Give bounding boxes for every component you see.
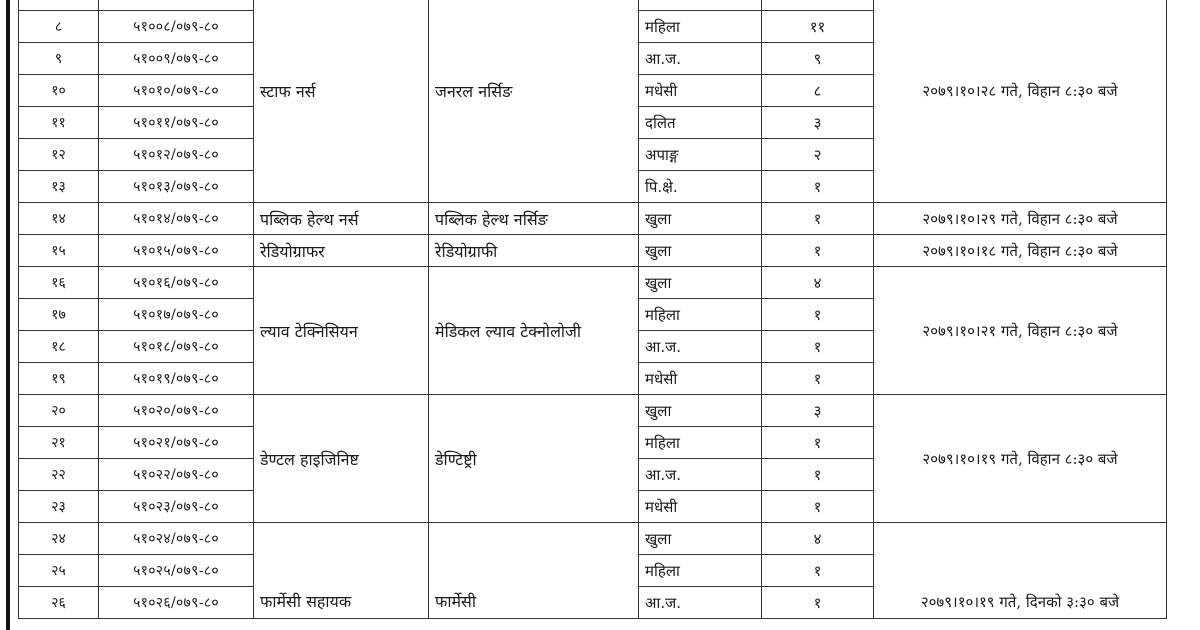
table-row: [19, 0, 1167, 11]
group-cell: महिला: [639, 11, 762, 43]
quantity-cell: १: [762, 491, 874, 523]
serial-number-cell: १०: [19, 75, 99, 107]
serial-number-cell: १५: [19, 235, 99, 267]
subject-cell: रेडियोग्राफी: [429, 235, 639, 267]
serial-number-cell: २४: [19, 523, 99, 555]
serial-number-cell: २३: [19, 491, 99, 523]
advertisement-code-cell: ५१०१६/०७९-८०: [99, 267, 254, 299]
advertisement-code-cell: ५१०२१/०७९-८०: [99, 427, 254, 459]
advertisement-code-cell: ५१०१०/०७९-८०: [99, 75, 254, 107]
advertisement-code-cell: ५१०२४/०७९-८०: [99, 523, 254, 555]
serial-number-cell: १७: [19, 299, 99, 331]
advertisement-code-cell: ५१०१७/०७९-८०: [99, 299, 254, 331]
serial-number-cell: १२: [19, 139, 99, 171]
advertisement-code-cell: ५१०२२/०७९-८०: [99, 459, 254, 491]
post-name-cell: रेडियोग्राफर: [254, 235, 429, 267]
serial-number-cell: १४: [19, 203, 99, 235]
quantity-cell: ११: [762, 11, 874, 43]
quantity-cell: ३: [762, 107, 874, 139]
advertisement-code-cell: ५१०२०/०७९-८०: [99, 395, 254, 427]
serial-number-cell: २५: [19, 555, 99, 587]
group-cell: आ.ज.: [639, 459, 762, 491]
group-cell: [639, 0, 762, 11]
quantity-cell: १: [762, 427, 874, 459]
table-row: [19, 203, 1167, 235]
quantity-cell: ४: [762, 523, 874, 555]
advertisement-code-cell: [99, 0, 254, 11]
exam-datetime-cell: २०७९।१०।२८ गते, विहान ८:३० बजे: [874, 0, 1167, 203]
group-cell: महिला: [639, 555, 762, 587]
subject-cell: मेडिकल ल्याव टेक्नोलोजी: [429, 267, 639, 395]
quantity-cell: ३: [762, 395, 874, 427]
group-cell: दलित: [639, 107, 762, 139]
group-cell: खुला: [639, 395, 762, 427]
serial-number-cell: १३: [19, 171, 99, 203]
table-row: [19, 395, 1167, 427]
serial-number-cell: ११: [19, 107, 99, 139]
subject-cell: फार्मेसी: [429, 523, 639, 619]
serial-number-cell: २६: [19, 587, 99, 619]
group-cell: खुला: [639, 523, 762, 555]
group-cell: खुला: [639, 235, 762, 267]
table-row: [19, 235, 1167, 267]
advertisement-code-cell: ५१००९/०७९-८०: [99, 43, 254, 75]
group-cell: आ.ज.: [639, 331, 762, 363]
quantity-cell: ४: [762, 267, 874, 299]
advertisement-code-cell: ५१०१९/०७९-८०: [99, 363, 254, 395]
group-cell: पि.क्षे.: [639, 171, 762, 203]
exam-datetime-cell: २०७९।१०।१९ गते, विहान ८:३० बजे: [874, 395, 1167, 523]
serial-number-cell: १९: [19, 363, 99, 395]
table-row: [19, 267, 1167, 299]
post-name-cell: ल्याव टेक्निसियन: [254, 267, 429, 395]
post-name-cell: डेण्टल हाइजिनिष्ट: [254, 395, 429, 523]
exam-datetime-cell: २०७९।१०।२१ गते, विहान ८:३० बजे: [874, 267, 1167, 395]
quantity-cell: [762, 0, 874, 11]
quantity-cell: १: [762, 203, 874, 235]
group-cell: महिला: [639, 299, 762, 331]
advertisement-code-cell: ५१०१५/०७९-८०: [99, 235, 254, 267]
quantity-cell: १: [762, 299, 874, 331]
serial-number-cell: ९: [19, 43, 99, 75]
advertisement-code-cell: ५१०११/०७९-८०: [99, 107, 254, 139]
quantity-cell: १: [762, 331, 874, 363]
quantity-cell: ८: [762, 75, 874, 107]
group-cell: महिला: [639, 427, 762, 459]
serial-number-cell: १६: [19, 267, 99, 299]
serial-number-cell: २१: [19, 427, 99, 459]
serial-number-cell: १८: [19, 331, 99, 363]
advertisement-code-cell: ५१००८/०७९-८०: [99, 11, 254, 43]
serial-number-cell: [19, 0, 99, 11]
quantity-cell: १: [762, 587, 874, 619]
quantity-cell: १: [762, 363, 874, 395]
advertisement-code-cell: ५१०१८/०७९-८०: [99, 331, 254, 363]
group-cell: खुला: [639, 267, 762, 299]
advertisement-code-cell: ५१०१२/०७९-८०: [99, 139, 254, 171]
group-cell: अपाङ्ग: [639, 139, 762, 171]
subject-cell: जनरल नर्सिङ: [429, 0, 639, 203]
advertisement-code-cell: ५१०२३/०७९-८०: [99, 491, 254, 523]
serial-number-cell: २०: [19, 395, 99, 427]
advertisement-code-cell: ५१०२६/०७९-८०: [99, 587, 254, 619]
exam-schedule-table: [18, 0, 1167, 619]
quantity-cell: २: [762, 139, 874, 171]
exam-datetime-cell: २०७९।१०।१८ गते, विहान ८:३० बजे: [874, 235, 1167, 267]
quantity-cell: १: [762, 459, 874, 491]
advertisement-code-cell: ५१०१४/०७९-८०: [99, 203, 254, 235]
group-cell: आ.ज.: [639, 587, 762, 619]
serial-number-cell: २२: [19, 459, 99, 491]
group-cell: मधेसी: [639, 75, 762, 107]
serial-number-cell: ८: [19, 11, 99, 43]
subject-cell: डेण्टिष्ट्री: [429, 395, 639, 523]
advertisement-code-cell: ५१०१३/०७९-८०: [99, 171, 254, 203]
group-cell: आ.ज.: [639, 43, 762, 75]
exam-datetime-cell: २०७९।१०।१९ गते, दिनको ३:३० बजे: [874, 523, 1167, 619]
post-name-cell: फार्मेसी सहायक: [254, 523, 429, 619]
advertisement-code-cell: ५१०२५/०७९-८०: [99, 555, 254, 587]
group-cell: मधेसी: [639, 363, 762, 395]
quantity-cell: ९: [762, 43, 874, 75]
left-margin-rule: [6, 0, 10, 630]
post-name-cell: स्टाफ नर्स: [254, 0, 429, 203]
group-cell: खुला: [639, 203, 762, 235]
group-cell: मधेसी: [639, 491, 762, 523]
subject-cell: पब्लिक हेल्थ नर्सिङ: [429, 203, 639, 235]
quantity-cell: १: [762, 555, 874, 587]
quantity-cell: १: [762, 235, 874, 267]
post-name-cell: पब्लिक हेल्थ नर्स: [254, 203, 429, 235]
table-row: [19, 523, 1167, 555]
exam-datetime-cell: २०७९।१०।२९ गते, विहान ८:३० बजे: [874, 203, 1167, 235]
quantity-cell: १: [762, 171, 874, 203]
